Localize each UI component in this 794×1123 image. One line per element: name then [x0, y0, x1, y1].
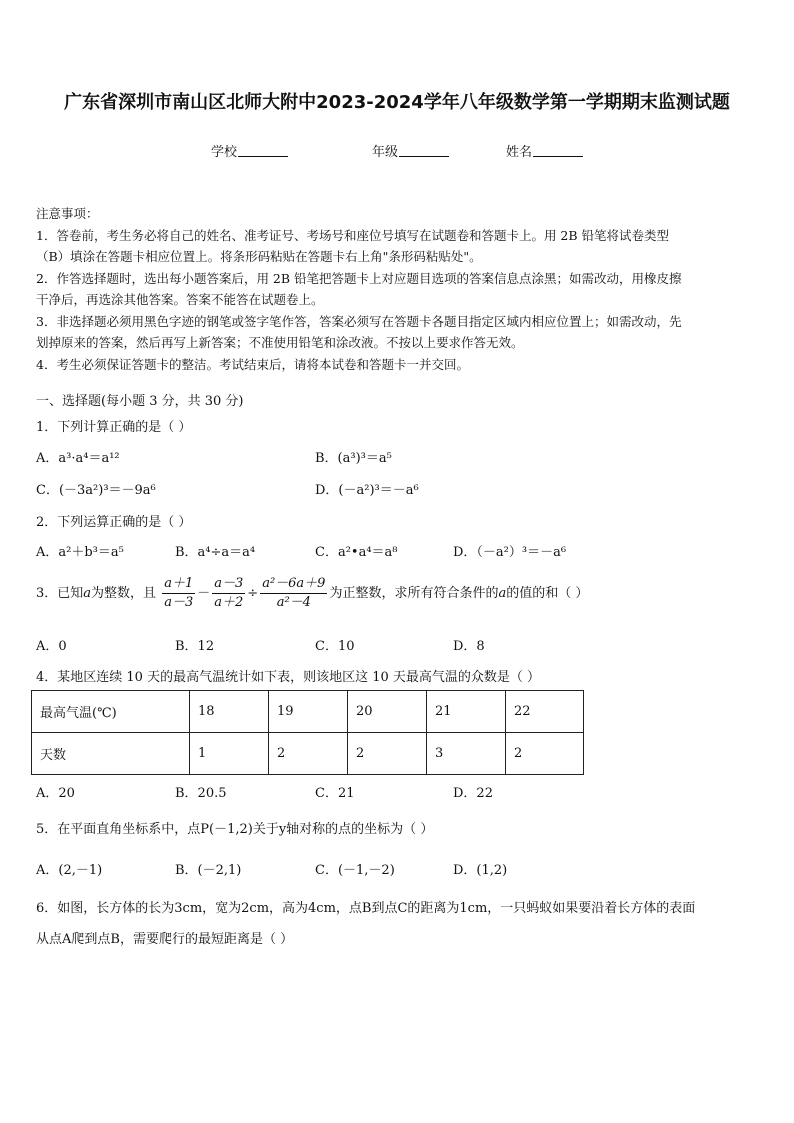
q3-option-d: D．8	[453, 639, 485, 654]
table-cell: 1	[190, 733, 269, 775]
q1-option-a: A．a³·a⁴＝a¹²	[36, 451, 120, 466]
table-cell: 最高气温(℃)	[32, 691, 190, 733]
table-cell: 2	[506, 733, 584, 775]
table-cell: 19	[269, 691, 348, 733]
q5-option-c: C．(－1,－2)	[315, 863, 395, 878]
section-heading: 一、选择题(每小题 3 分，共 30 分)	[36, 394, 244, 409]
note-3b: 划掉原来的答案，然后再写上新答案；不准使用铅笔和涂改液。不按以上要求作答无效。	[36, 335, 524, 350]
table-cell: 天数	[32, 733, 190, 775]
q5-stem: 5．在平面直角坐标系中，点P(－1,2)关于y轴对称的点的坐标为（ ）	[36, 822, 434, 837]
exam-notes	[36, 203, 760, 375]
table-cell: 2	[348, 733, 427, 775]
q3-option-a: A．0	[36, 639, 67, 654]
note-4: 4．考生必须保证答题卡的整洁。考试结束后，请将本试卷和答题卡一并交回。	[36, 356, 469, 372]
name-field: 姓名	[506, 141, 583, 160]
q2-option-b: B．a⁴÷a＝a⁴	[175, 545, 256, 560]
note-2a: 2．作答选择题时，选出每小题答案后，用 2B 铅笔把答题卡上对应题目选项的答案信息点涂黑；如需改动，用橡皮擦	[36, 270, 682, 286]
table-cell: 18	[190, 691, 269, 733]
q4-stem: 4．某地区连续 10 天的最高气温统计如下表，则该地区这 10 天最高气温的众数是（ ）	[36, 670, 541, 685]
table-cell: 21	[427, 691, 506, 733]
notes-heading: 注意事项：	[36, 206, 99, 221]
q4-option-a: A．20	[36, 786, 75, 801]
q2-stem: 2．下列运算正确的是（ ）	[36, 515, 192, 530]
q3-fraction-3: $\frac{\text{a²－6a＋9}}{\text{a²－4}}$	[262, 576, 326, 610]
exam-title: 广东省深圳市南山区北师大附中2023-2024学年八年级数学第一学期期末监测试题	[64, 92, 730, 113]
q4-option-d: D．22	[453, 786, 493, 801]
q3-fraction-2: $\frac{a-3}{a+2}$	[214, 576, 244, 610]
q3-fraction-1: $\frac{a+1}{a-3}$	[164, 576, 194, 610]
temperature-table	[31, 690, 584, 775]
q1-option-d: D．(－a²)³＝－a⁶	[315, 483, 419, 498]
table-cell: 22	[506, 691, 584, 733]
school-field: 学校	[211, 141, 288, 160]
q5-option-b: B．(－2,1)	[175, 863, 242, 878]
table-cell: 3	[427, 733, 506, 775]
q3-option-b: B．12	[175, 639, 215, 654]
q1-option-b: B．(a³)³＝a⁵	[315, 451, 392, 466]
note-3a: 3．非选择题必须用黑色字迹的钢笔或签字笔作答，答案必须写在答题卡各题目指定区域内相应位置上；如需改动，先	[36, 313, 682, 329]
q4-option-b: B．20.5	[175, 786, 227, 801]
q2-option-c: C．a²•a⁴＝a⁸	[315, 545, 398, 560]
q1-stem: 1．下列计算正确的是（ ）	[36, 420, 192, 435]
table-cell: 20	[348, 691, 427, 733]
q3-stem: 3．已知a为整数，且 $\frac{a+1}{a-3}$ － $\frac{a-3}{a+2}$ ÷ $\frac{\text{a²－6a＋9}}{\text{a²－4}}$ 为正整数，求所有符合条件的a的值的和（ ）	[36, 576, 589, 610]
q5-option-d: D．(1,2)	[453, 863, 508, 878]
note-1a: 1．答卷前，考生务必将自己的姓名、准考证号、考场号和座位号填写在试题卷和答题卡上。用 2B 铅笔将试卷类型	[36, 227, 670, 243]
note-2b: 干净后，再选涂其他答案。答案不能答在试题卷上。	[36, 292, 324, 307]
table-row	[32, 691, 584, 733]
grade-field: 年级	[372, 141, 449, 160]
q6-stem-line2: 从点A爬到点B，需要爬行的最短距离是（ ）	[36, 932, 294, 947]
q4-option-c: C．21	[315, 786, 355, 801]
note-1b: （B）填涂在答题卡相应位置上。将条形码粘贴在答题卡右上角"条形码粘贴处"。	[36, 249, 482, 264]
table-row	[32, 733, 584, 775]
table-cell: 2	[269, 733, 348, 775]
q2-option-a: A．a²＋b³＝a⁵	[36, 545, 124, 560]
q6-stem-line1: 6．如图，长方体的长为3cm，宽为2cm，高为4cm，点B到点C的距离为1cm，一只蚂蚁如果要沿着长方体的表面	[36, 901, 696, 916]
q5-option-a: A．(2,－1)	[36, 863, 103, 878]
q2-option-d: D．（－a²）³＝－a⁶	[453, 545, 567, 560]
q1-option-c: C．(－3a²)³＝－9a⁶	[36, 483, 156, 498]
q3-option-c: C．10	[315, 639, 355, 654]
